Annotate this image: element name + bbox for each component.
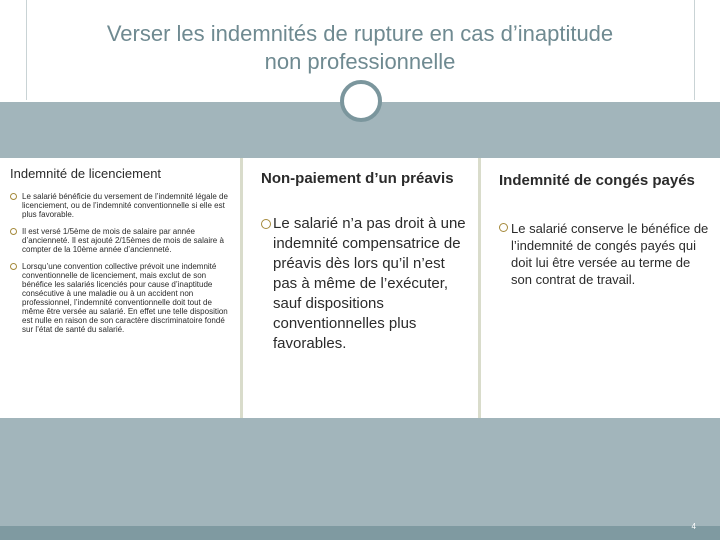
circle-ornament-icon [340, 80, 382, 122]
bullet-icon [10, 193, 17, 200]
column-indemnite-licenciement [0, 158, 243, 418]
page-number: 4 [691, 522, 696, 531]
list-item-text: Lorsqu’une convention collective prévoit une indemnité conventionnelle de licenciement, mais exclut de son bénéfice les salariés licenciés pour cause d’inaptitude consécutive à une maladie ou à un accident non professionnel, l’indemnité conventionnelle doit tout de même être versée au salarié. En effet une telle disposition est nulle en raison de son caractère discriminatoire fondé sur l’état de santé du salarié. [22, 262, 228, 334]
frame-right-line [694, 0, 695, 100]
bullet-icon [10, 228, 17, 235]
list-item [10, 262, 235, 334]
bullet-icon [499, 223, 508, 232]
frame-left-line [26, 0, 27, 100]
list-item [499, 220, 714, 288]
column-conges-payes [485, 158, 720, 418]
slide-title-line-1: Verser les indemnités de rupture en cas d’inaptitude [106, 21, 614, 46]
column-heading: Indemnité de congés payés [499, 172, 695, 189]
bullet-icon [10, 263, 17, 270]
bullet-icon [261, 219, 271, 229]
column-heading: Non-paiement d’un préavis [261, 170, 454, 187]
bullet-list [10, 192, 235, 342]
list-item [10, 227, 235, 254]
footer-strip [0, 526, 720, 540]
column-heading: Indemnité de licenciement [10, 166, 162, 181]
list-item [261, 214, 471, 354]
list-item-text: Le salarié conserve le bénéfice de l’indemnité de congés payés qui doit lui être versée au terme de son contrat de travail. [511, 221, 709, 287]
bullet-list [261, 214, 471, 354]
list-item [10, 192, 235, 219]
slide-title [0, 20, 720, 76]
list-item-text: Le salarié bénéficie du versement de l’indemnité légale de licenciement, ou de l’indemnité conventionnelle si elle est plus favorable. [22, 192, 228, 219]
footer-band [0, 418, 720, 526]
list-item-text: Le salarié n’a pas droit à une indemnité compensatrice de préavis dès lors qu’il n’est pas à même de l’exécuter, sauf dispositions conventionnelles plus favorables. [273, 215, 466, 352]
slide-title-line-2: non professionnelle [264, 49, 456, 74]
column-non-paiement-preavis [247, 158, 481, 418]
list-item-text: Il est versé 1/5ème de mois de salaire par année d’ancienneté. Il est ajouté 2/15èmes de mois de salaire à compter de la 10ème année d’ancienneté. [22, 227, 224, 254]
bullet-list [499, 220, 714, 288]
